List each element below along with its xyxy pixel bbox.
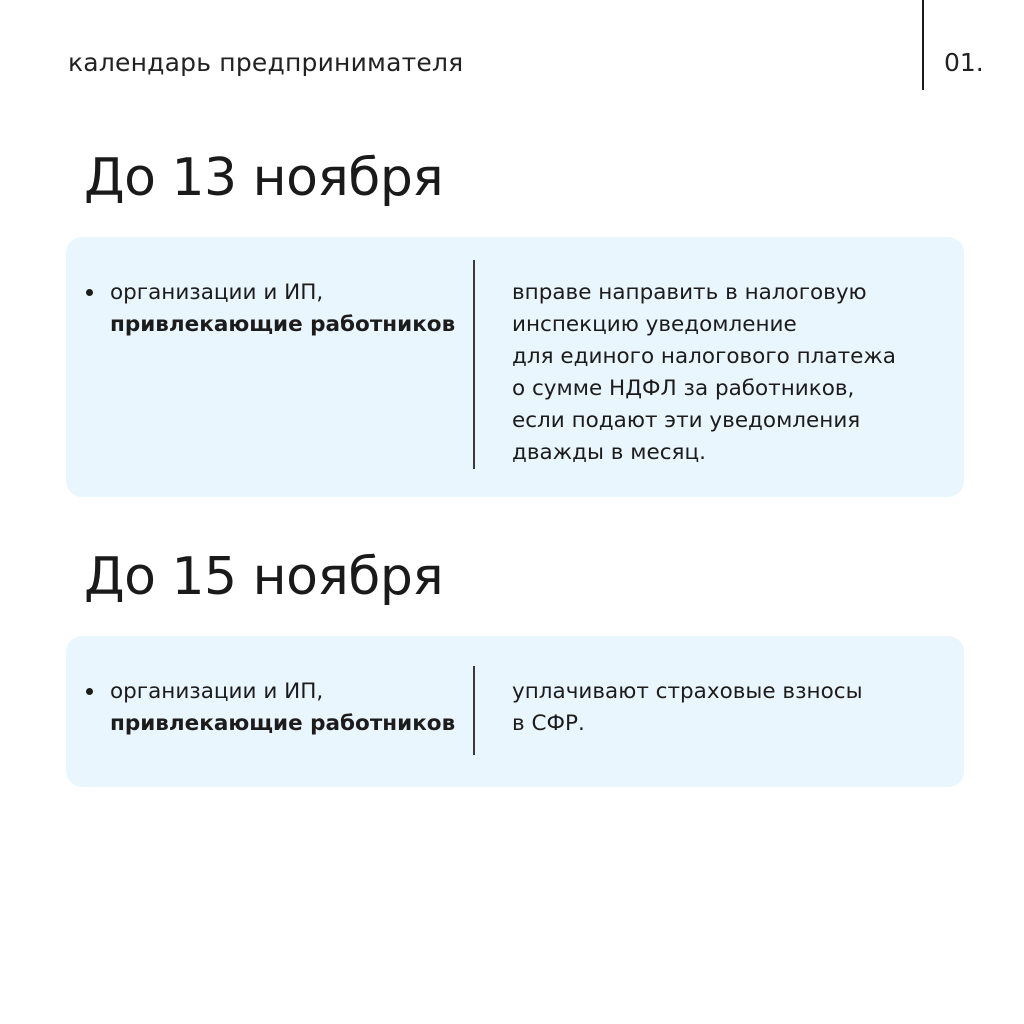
description-line: о сумме НДФЛ за работников, [512,376,855,401]
section-heading-nov-15: До 15 ноября [84,547,444,607]
bullet-dot [86,289,93,296]
column-divider [473,666,475,755]
description-line: в СФР. [512,711,585,736]
header-divider [922,0,924,90]
who-line-plain: организации и ИП, [110,280,324,305]
who-text [110,676,455,740]
who-line-bold: привлекающие работников [110,312,456,337]
description-line: если подают эти уведомления [512,408,861,433]
who-line-plain: организации и ИП, [110,679,324,704]
description-line: для единого налогового платежа [512,344,896,369]
description-line: инспекцию уведомление [512,312,797,337]
deadline-card-nov-15 [66,636,964,787]
deadline-card-nov-13 [66,237,964,497]
page-number: 01. [944,48,984,77]
description-text [512,277,896,469]
description-text [512,676,863,740]
bullet-dot [86,688,93,695]
who-text [110,277,455,341]
header-title: календарь предпринимателя [68,48,464,77]
description-line: уплачивают страховые взносы [512,679,863,704]
who-line-bold: привлекающие работников [110,711,456,736]
column-divider [473,260,475,469]
section-heading-nov-13: До 13 ноября [84,148,444,208]
description-line: дважды в месяц. [512,440,706,465]
description-line: вправе направить в налоговую [512,280,867,305]
